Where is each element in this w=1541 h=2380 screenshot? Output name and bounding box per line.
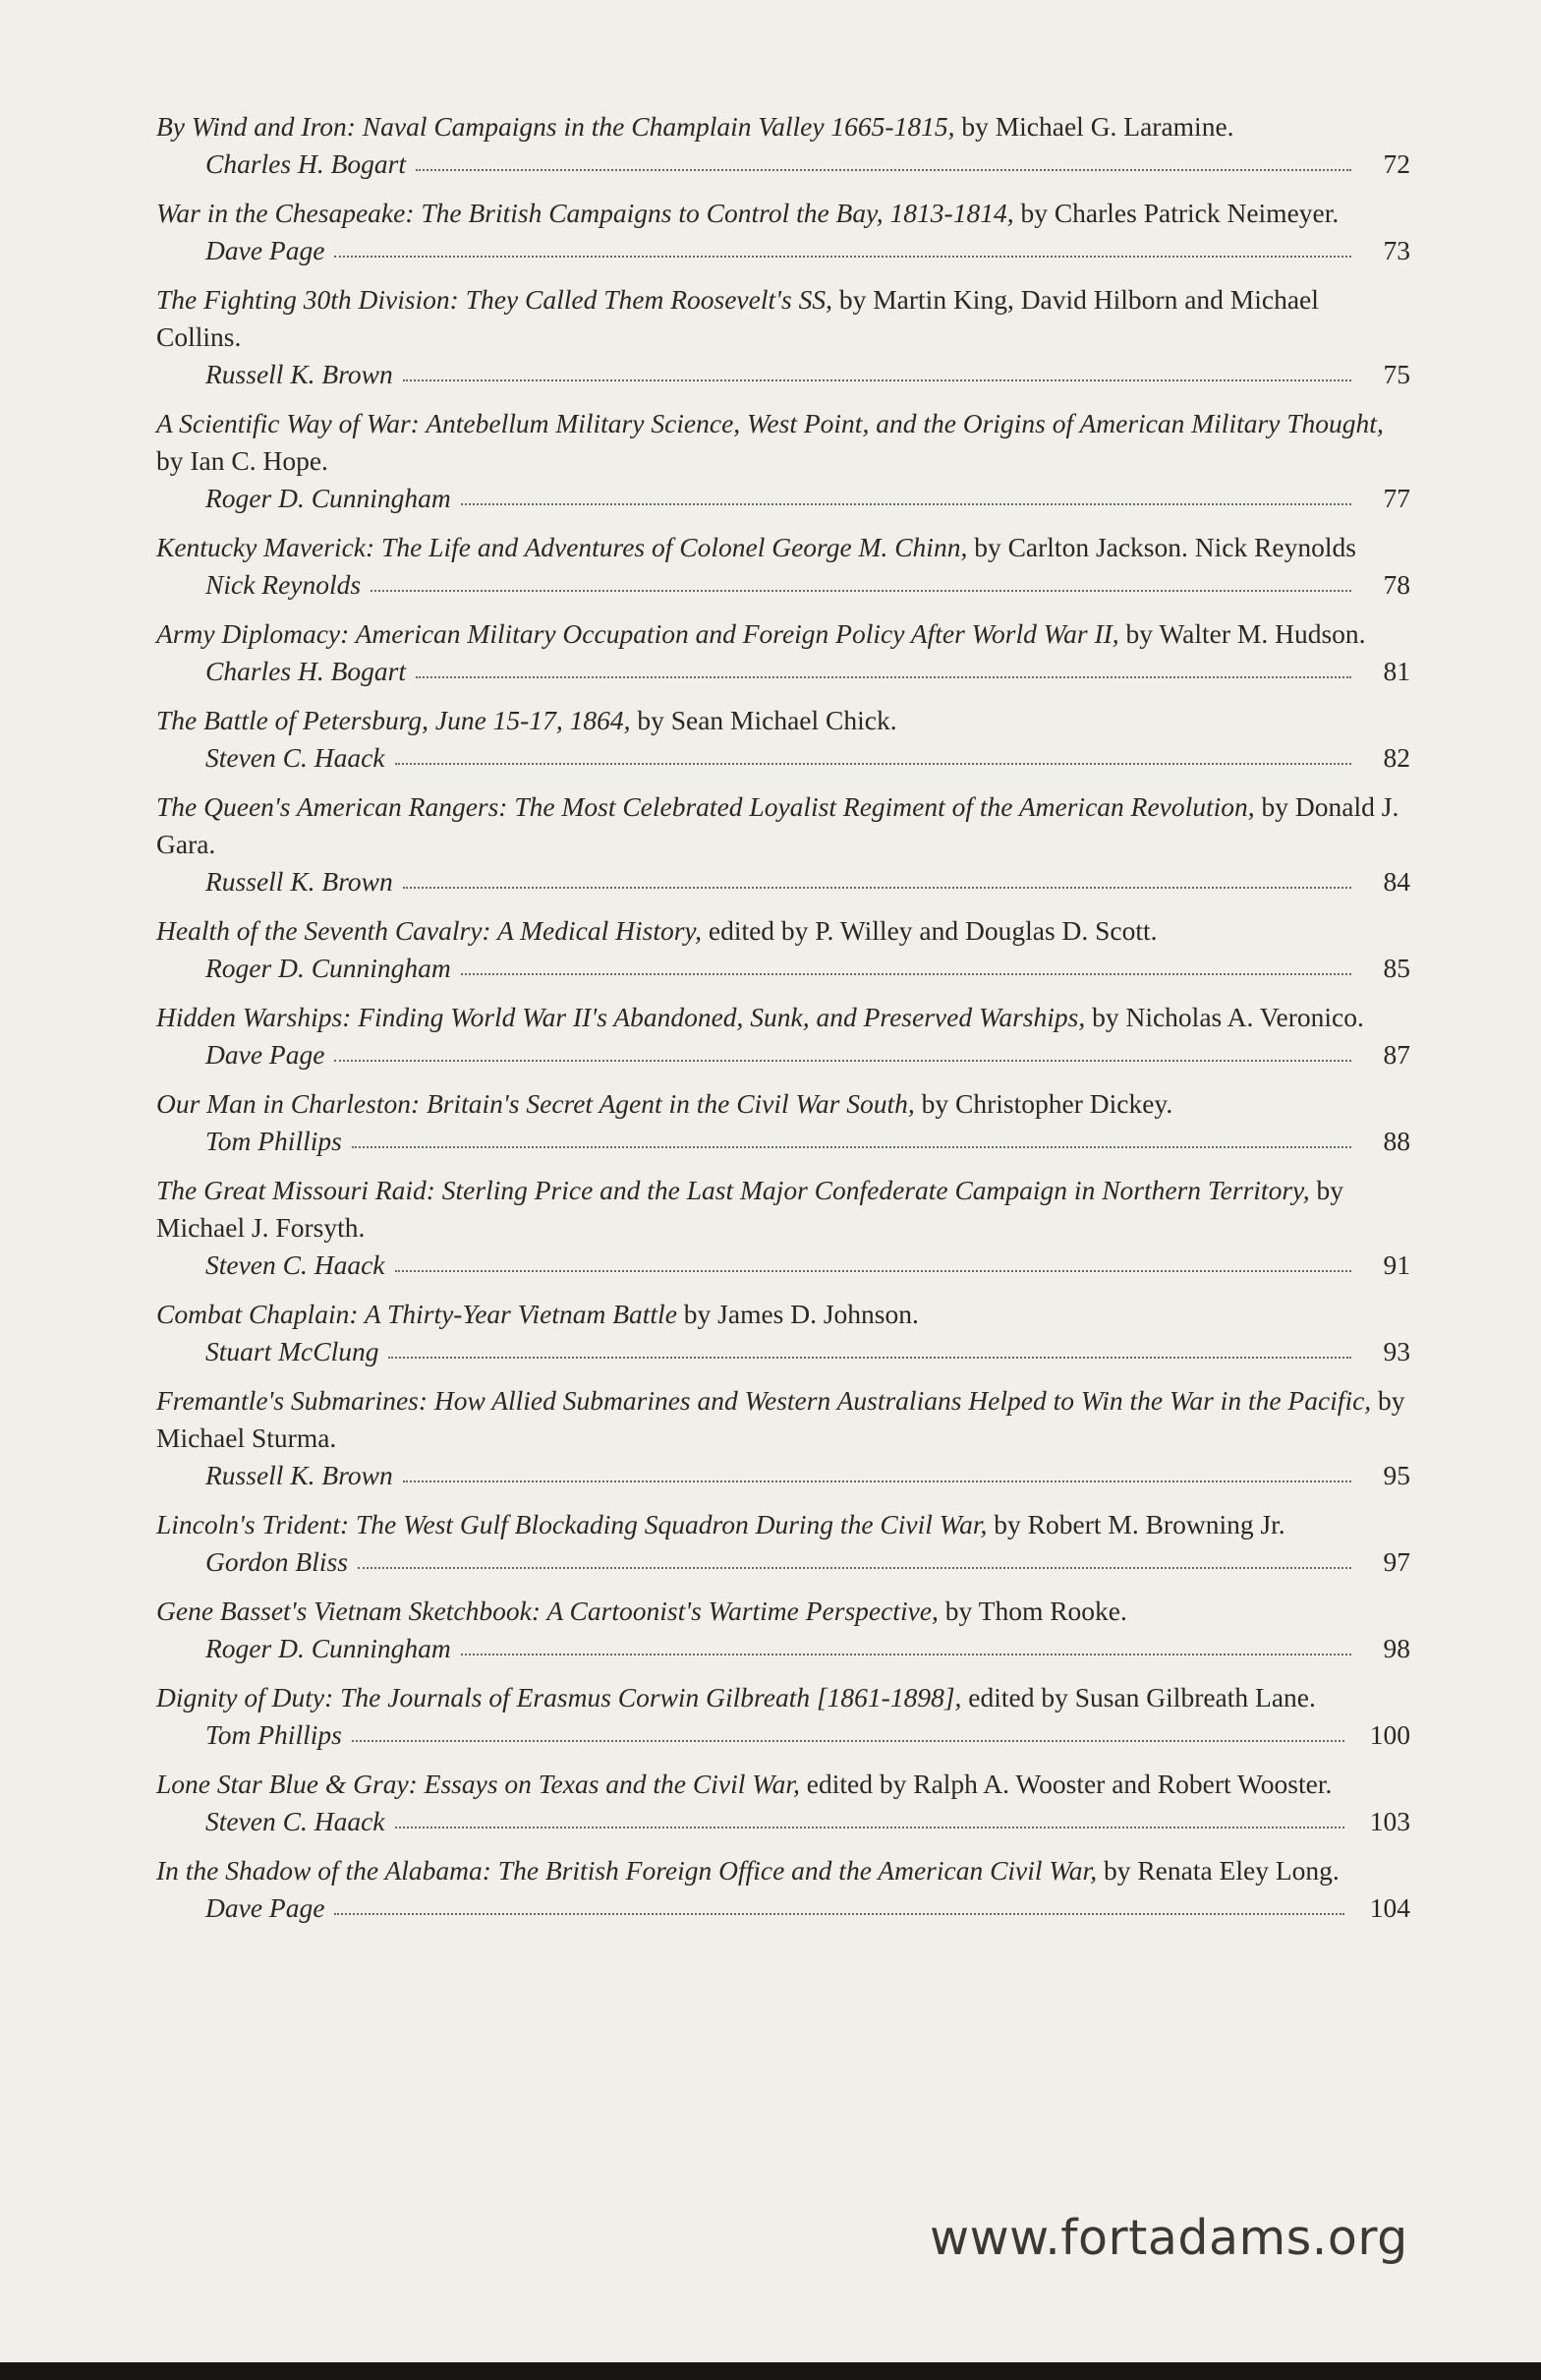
book-credit: by Michael G. Laramine. bbox=[954, 111, 1234, 142]
book-citation bbox=[156, 1593, 1410, 1630]
book-credit: by Charles Patrick Neimeyer. bbox=[1013, 198, 1340, 228]
page-number: 75 bbox=[1383, 359, 1410, 389]
review-entry bbox=[156, 788, 1410, 900]
review-entry bbox=[156, 1766, 1410, 1840]
review-entry bbox=[156, 1382, 1410, 1494]
reviewer-line bbox=[205, 1716, 1410, 1754]
book-title: Lone Star Blue & Gray: Essays on Texas and the Civil War, bbox=[156, 1769, 800, 1799]
book-credit: by Renata Eley Long. bbox=[1097, 1855, 1340, 1886]
reviewer-line bbox=[205, 1333, 1410, 1370]
book-citation bbox=[156, 912, 1410, 950]
page-number: 95 bbox=[1383, 1460, 1410, 1490]
dot-leader bbox=[403, 1480, 1351, 1482]
book-credit: by Thom Rooke. bbox=[938, 1596, 1127, 1626]
reviewer-line bbox=[205, 356, 1410, 393]
book-citation bbox=[156, 1852, 1410, 1889]
book-citation bbox=[156, 1679, 1410, 1716]
review-entry bbox=[156, 912, 1410, 987]
book-citation bbox=[156, 108, 1410, 145]
review-entry bbox=[156, 529, 1410, 604]
page-number: 78 bbox=[1383, 569, 1410, 600]
book-title: Combat Chaplain: A Thirty-Year Vietnam Battle bbox=[156, 1299, 677, 1329]
book-title: The Great Missouri Raid: Sterling Price and the Last Major Confederate Campaign in Northern Territory, bbox=[156, 1175, 1310, 1205]
review-entry bbox=[156, 1679, 1410, 1754]
book-citation bbox=[156, 529, 1410, 566]
review-entry bbox=[156, 615, 1410, 690]
reviewer-name: Roger D. Cunningham bbox=[205, 1633, 451, 1663]
book-title: Hidden Warships: Finding World War II's Abandoned, Sunk, and Preserved Warships, bbox=[156, 1002, 1086, 1032]
dot-leader bbox=[416, 169, 1351, 171]
page-number: 97 bbox=[1383, 1546, 1410, 1577]
book-credit: edited by P. Willey and Douglas D. Scott. bbox=[701, 915, 1158, 946]
page-number: 93 bbox=[1383, 1336, 1410, 1366]
review-entry bbox=[156, 195, 1410, 269]
book-credit: by Sean Michael Chick. bbox=[630, 705, 897, 735]
reviewer-name: Steven C. Haack bbox=[205, 1249, 385, 1280]
book-title: Our Man in Charleston: Britain's Secret Agent in the Civil War South, bbox=[156, 1088, 915, 1119]
page-number: 88 bbox=[1383, 1126, 1410, 1156]
book-citation bbox=[156, 281, 1410, 356]
book-citation bbox=[156, 195, 1410, 232]
dot-leader bbox=[403, 379, 1351, 381]
book-credit: by James D. Johnson. bbox=[676, 1299, 919, 1329]
dot-leader bbox=[371, 590, 1351, 592]
book-citation bbox=[156, 1085, 1410, 1123]
review-entry bbox=[156, 702, 1410, 777]
book-title: By Wind and Iron: Naval Campaigns in the Champlain Valley 1665-1815, bbox=[156, 111, 955, 142]
review-entry bbox=[156, 1296, 1410, 1370]
review-entry bbox=[156, 1172, 1410, 1284]
page-number: 104 bbox=[1369, 1892, 1410, 1923]
watermark-text: www.fortadams.org bbox=[930, 2210, 1408, 2266]
review-entry bbox=[156, 1506, 1410, 1581]
book-title: Dignity of Duty: The Journals of Erasmus Corwin Gilbreath [1861-1898], bbox=[156, 1682, 962, 1712]
reviewer-line bbox=[205, 1630, 1410, 1667]
book-credit: by Christopher Dickey. bbox=[914, 1088, 1173, 1119]
book-title: Health of the Seventh Cavalry: A Medical History, bbox=[156, 915, 702, 946]
dot-leader bbox=[461, 973, 1351, 975]
reviewer-line bbox=[205, 145, 1410, 183]
reviewer-name: Dave Page bbox=[205, 235, 325, 265]
dot-leader bbox=[358, 1567, 1351, 1569]
book-credit: by Martin King, David Hilborn and Michael Collins. bbox=[156, 284, 1319, 352]
book-citation bbox=[156, 1382, 1410, 1457]
book-title: The Queen's American Rangers: The Most Celebrated Loyalist Regiment of the American Revolution, bbox=[156, 791, 1255, 822]
book-citation bbox=[156, 788, 1410, 863]
scan-edge-band bbox=[0, 2362, 1541, 2380]
review-entry bbox=[156, 281, 1410, 393]
book-credit: by Michael Sturma. bbox=[156, 1385, 1405, 1453]
reviewer-line bbox=[205, 1543, 1410, 1581]
book-credit: by Donald J. Gara. bbox=[156, 791, 1399, 859]
reviewer-line bbox=[205, 863, 1410, 900]
book-title: Gene Basset's Vietnam Sketchbook: A Cartoonist's Wartime Perspective, bbox=[156, 1596, 939, 1626]
dot-leader bbox=[416, 676, 1351, 678]
review-entry bbox=[156, 405, 1410, 517]
reviewer-line bbox=[205, 950, 1410, 987]
page-number: 72 bbox=[1383, 148, 1410, 179]
page-number: 87 bbox=[1383, 1039, 1410, 1070]
reviewer-line bbox=[205, 1036, 1410, 1074]
book-title: The Battle of Petersburg, June 15-17, 1864, bbox=[156, 705, 631, 735]
book-citation bbox=[156, 1296, 1410, 1333]
book-citation bbox=[156, 702, 1410, 739]
reviewer-name: Tom Phillips bbox=[205, 1126, 342, 1156]
dot-leader bbox=[388, 1357, 1351, 1359]
page-number: 100 bbox=[1369, 1719, 1410, 1750]
reviewer-line bbox=[205, 1457, 1410, 1494]
reviewer-line bbox=[205, 739, 1410, 777]
book-credit: by Ian C. Hope. bbox=[156, 445, 328, 476]
reviewer-line bbox=[205, 1123, 1410, 1160]
reviewer-name: Charles H. Bogart bbox=[205, 148, 406, 179]
reviewer-name: Russell K. Brown bbox=[205, 866, 393, 897]
reviewer-name: Stuart McClung bbox=[205, 1336, 379, 1366]
reviewer-name: Russell K. Brown bbox=[205, 359, 393, 389]
book-credit: by Carlton Jackson. Nick Reynolds bbox=[967, 532, 1356, 562]
dot-leader bbox=[352, 1740, 1344, 1742]
reviewer-name: Roger D. Cunningham bbox=[205, 483, 451, 513]
dot-leader bbox=[461, 503, 1351, 505]
review-entry bbox=[156, 1852, 1410, 1927]
page-number: 81 bbox=[1383, 656, 1410, 686]
reviewer-line bbox=[205, 480, 1410, 517]
review-entry bbox=[156, 999, 1410, 1074]
reviewer-line bbox=[205, 232, 1410, 269]
page-number: 98 bbox=[1383, 1633, 1410, 1663]
review-list bbox=[156, 108, 1410, 1939]
reviewer-line bbox=[205, 1247, 1410, 1284]
book-credit: by Walter M. Hudson. bbox=[1118, 618, 1366, 649]
book-credit: edited by Ralph A. Wooster and Robert Wooster. bbox=[799, 1769, 1333, 1799]
book-title: Kentucky Maverick: The Life and Adventures of Colonel George M. Chinn, bbox=[156, 532, 968, 562]
reviewer-line bbox=[205, 1889, 1410, 1927]
reviewer-name: Dave Page bbox=[205, 1892, 325, 1923]
page-number: 103 bbox=[1369, 1806, 1410, 1836]
dot-leader bbox=[334, 1913, 1343, 1915]
reviewer-name: Tom Phillips bbox=[205, 1719, 342, 1750]
book-citation bbox=[156, 1766, 1410, 1803]
book-title: A Scientific Way of War: Antebellum Military Science, West Point, and the Origins of American Military Thought, bbox=[156, 408, 1384, 438]
book-title: Fremantle's Submarines: How Allied Submarines and Western Australians Helped to Win the War in the Pacific, bbox=[156, 1385, 1372, 1416]
page-number: 77 bbox=[1383, 483, 1410, 513]
reviewer-name: Charles H. Bogart bbox=[205, 656, 406, 686]
book-citation bbox=[156, 1172, 1410, 1247]
book-citation bbox=[156, 405, 1410, 480]
page-number: 91 bbox=[1383, 1249, 1410, 1280]
dot-leader bbox=[461, 1654, 1351, 1655]
book-title: In the Shadow of the Alabama: The British Foreign Office and the American Civil War, bbox=[156, 1855, 1098, 1886]
page-number: 85 bbox=[1383, 953, 1410, 983]
book-title: Army Diplomacy: American Military Occupation and Foreign Policy After World War II, bbox=[156, 618, 1119, 649]
reviewer-name: Gordon Bliss bbox=[205, 1546, 348, 1577]
dot-leader bbox=[334, 256, 1351, 258]
book-credit: by Robert M. Browning Jr. bbox=[987, 1509, 1285, 1539]
dot-leader bbox=[403, 887, 1351, 889]
page-number: 73 bbox=[1383, 235, 1410, 265]
book-credit: by Nicholas A. Veronico. bbox=[1085, 1002, 1364, 1032]
book-title: The Fighting 30th Division: They Called Them Roosevelt's SS, bbox=[156, 284, 832, 315]
dot-leader bbox=[395, 1270, 1352, 1272]
reviewer-name: Steven C. Haack bbox=[205, 742, 385, 773]
dot-leader bbox=[395, 763, 1352, 765]
reviewer-line bbox=[205, 1803, 1410, 1840]
review-entry bbox=[156, 108, 1410, 183]
page-number: 84 bbox=[1383, 866, 1410, 897]
reviewer-line bbox=[205, 653, 1410, 690]
book-citation bbox=[156, 999, 1410, 1036]
book-credit: edited by Susan Gilbreath Lane. bbox=[961, 1682, 1316, 1712]
reviewer-name: Russell K. Brown bbox=[205, 1460, 393, 1490]
page-number: 82 bbox=[1383, 742, 1410, 773]
review-entry bbox=[156, 1593, 1410, 1667]
reviewer-name: Dave Page bbox=[205, 1039, 325, 1070]
dot-leader bbox=[395, 1827, 1344, 1829]
dot-leader bbox=[334, 1060, 1351, 1062]
book-title: Lincoln's Trident: The West Gulf Blockading Squadron During the Civil War, bbox=[156, 1509, 988, 1539]
book-citation bbox=[156, 1506, 1410, 1543]
reviewer-name: Steven C. Haack bbox=[205, 1806, 385, 1836]
dot-leader bbox=[352, 1146, 1351, 1148]
book-title: War in the Chesapeake: The British Campaigns to Control the Bay, 1813-1814, bbox=[156, 198, 1014, 228]
reviewer-line bbox=[205, 566, 1410, 604]
reviewer-name: Roger D. Cunningham bbox=[205, 953, 451, 983]
reviewer-name: Nick Reynolds bbox=[205, 569, 362, 600]
book-credit: by Michael J. Forsyth. bbox=[156, 1175, 1343, 1243]
review-entry bbox=[156, 1085, 1410, 1160]
book-citation bbox=[156, 615, 1410, 653]
